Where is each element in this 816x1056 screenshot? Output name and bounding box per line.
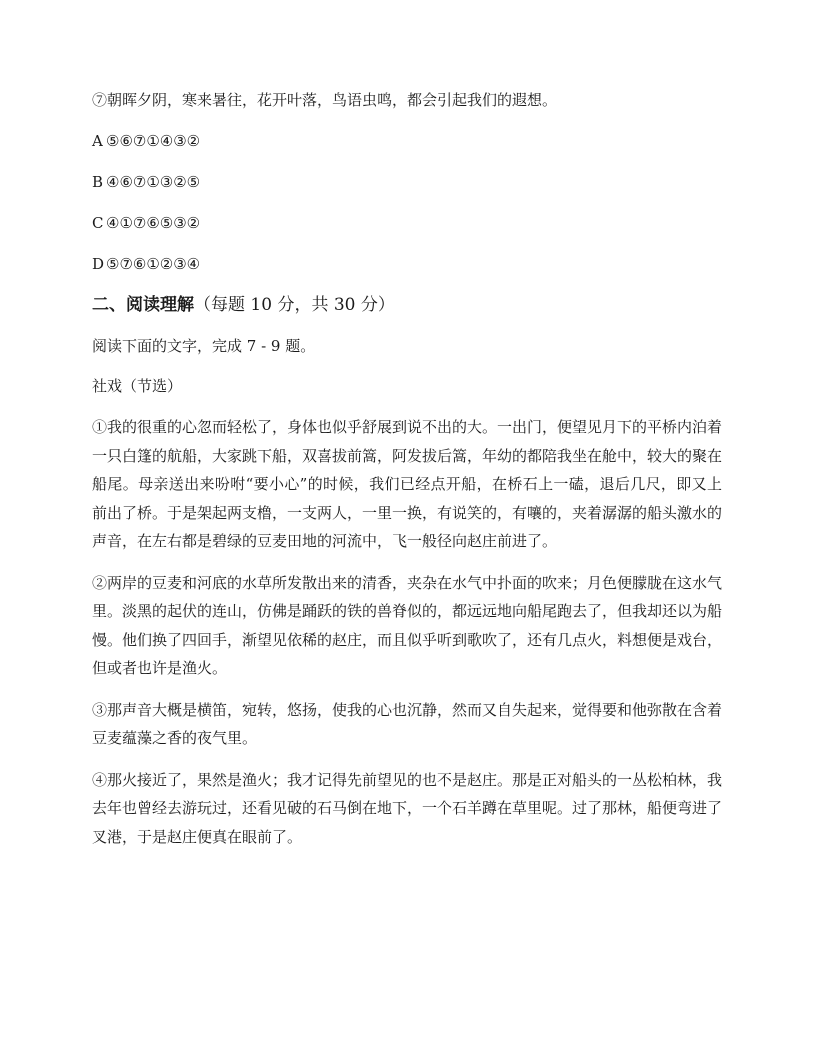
instruction-line: 阅读下面的文字，完成 7 - 9 题。 bbox=[92, 337, 316, 355]
option-a bbox=[92, 129, 722, 153]
option-letter: B bbox=[92, 173, 104, 191]
section-heading bbox=[92, 292, 722, 318]
option-text: ⑤⑥⑦①④③② bbox=[106, 132, 201, 150]
option-b bbox=[92, 170, 722, 194]
question-tail-line: ⑦朝晖夕阴，寒来暑往，花开叶落，鸟语虫鸣，都会引起我们的遐想。 bbox=[92, 91, 558, 109]
passage-paragraph-4: ④那火接近了，果然是渔火；我才记得先前望见的也不是赵庄。那是正对船头的一丛松柏林，我去年也曾经去游玩过，还看见破的石马倒在地下，一个石羊蹲在草里呢。过了那林，船便弯进了叉港，于是赵庄便真在眼前了。 bbox=[92, 770, 723, 846]
option-d bbox=[92, 252, 722, 276]
option-text: ④①⑦⑥⑤③② bbox=[106, 214, 201, 232]
section-note: （每题 10 分，共 30 分） bbox=[194, 295, 395, 315]
option-text: ⑤⑦⑥①②③④ bbox=[106, 255, 201, 273]
passage-paragraph-1: ①我的很重的心忽而轻松了，身体也似乎舒展到说不出的大。一出门，便望见月下的平桥内泊着一只白篷的航船，大家跳下船，双喜拔前篙，阿发拔后篙，年幼的都陪我坐在舱中，较大的聚在船尾。母亲送出来吩咐“要小心”的时候，我们已经点开船，在桥石上一磕，退后几尺，即又上前出了桥。于是架起两支橹，一支两人，一里一换，有说笑的，有嚷的，夹着潺潺的船头激水的声音，在左右都是碧绿的豆麦田地的河流中，飞一般径向赵庄前进了。 bbox=[92, 418, 723, 550]
option-letter: D bbox=[92, 255, 105, 273]
document-page bbox=[92, 88, 722, 851]
passage-title: 社戏（节选） bbox=[92, 377, 183, 395]
passage-paragraph-2: ②两岸的豆麦和河底的水草所发散出来的清香，夹杂在水气中扑面的吹来；月色便朦胧在这水气里。淡黑的起伏的连山，仿佛是踊跃的铁的兽脊似的，都远远地向船尾跑去了，但我却还以为船慢。他们换了四回手，渐望见依稀的赵庄，而且似乎听到歌吹了，还有几点火，料想便是戏台，但或者也许是渔火。 bbox=[92, 573, 723, 677]
option-letter: C bbox=[92, 214, 104, 232]
option-text: ④⑥⑦①③②⑤ bbox=[106, 173, 201, 191]
option-letter: A bbox=[92, 132, 103, 150]
section-title: 二、阅读理解 bbox=[92, 295, 194, 315]
option-c bbox=[92, 211, 722, 235]
passage-paragraph-3: ③那声音大概是横笛，宛转，悠扬，使我的心也沉静，然而又自失起来，觉得要和他弥散在含着豆麦蕴藻之香的夜气里。 bbox=[92, 700, 723, 747]
